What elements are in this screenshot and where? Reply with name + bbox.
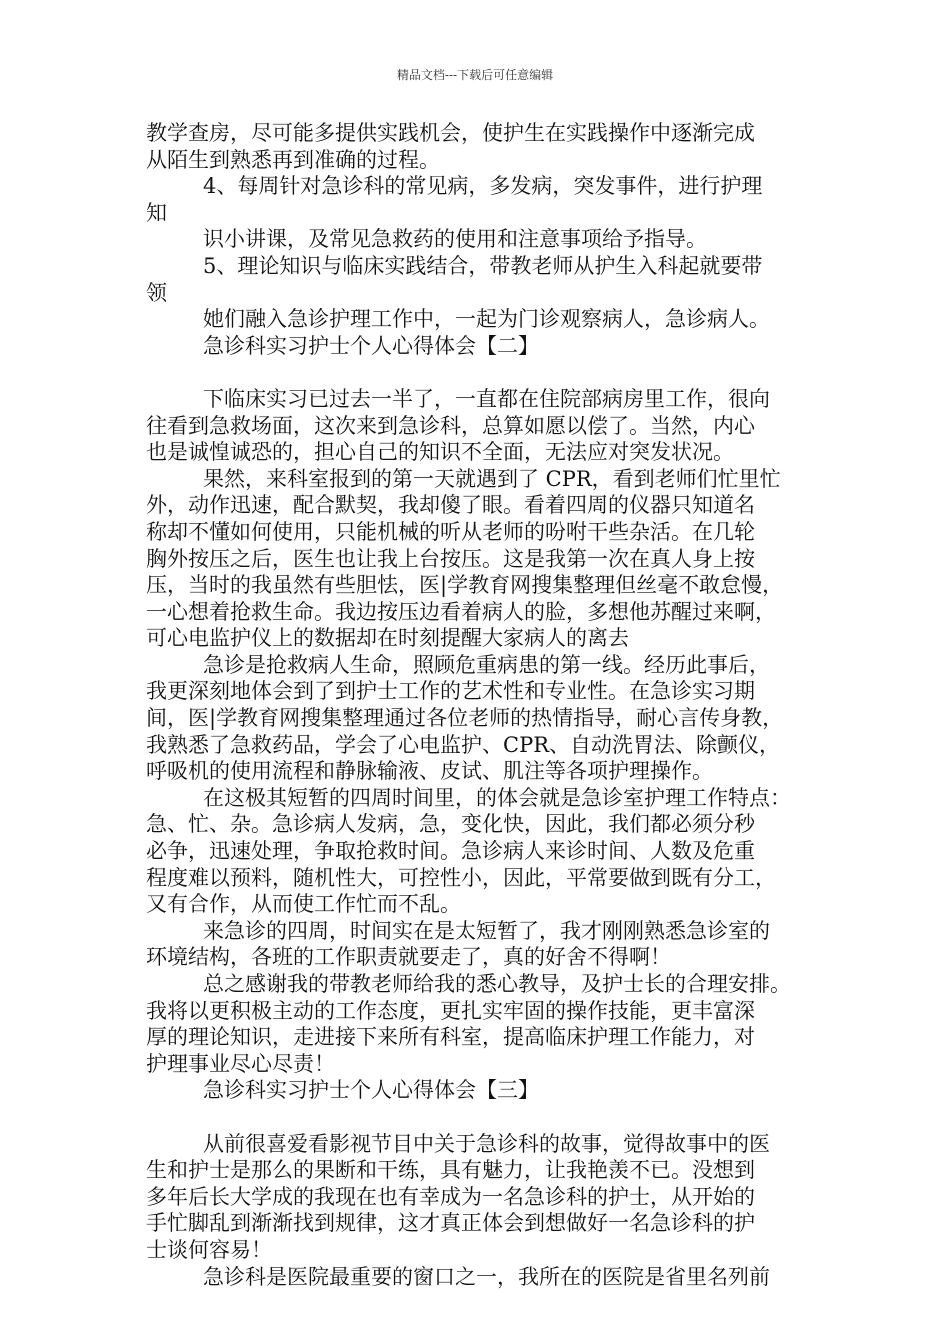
text-line: 识小讲课，及常见急救药的使用和注意事项给予指导。 [203, 227, 707, 252]
text-line: 称却不懂如何使用，只能机械的听从老师的吩咐干些杂活。在几轮 [146, 519, 755, 544]
blank-line [146, 359, 822, 386]
text-line: 我熟悉了急救药品，学会了心电监护、CPR、自动洗胃法、除颤仪， [146, 732, 781, 757]
text-line: 从前很喜爱看影视节目中关于急诊科的故事，觉得故事中的医 [203, 1131, 770, 1156]
text-line: 急诊是抢救病人生命，照顾危重病患的第一线。经历此事后， [203, 652, 770, 677]
document-body [146, 120, 822, 1290]
blank-line [146, 1104, 822, 1131]
text-line: 果然，来科室报到的第一天就遇到了 CPR，看到老师们忙里忙 [203, 466, 781, 491]
text-line: 生和护士是那么的果断和干练，具有魅力，让我艳羡不已。没想到 [146, 1158, 755, 1183]
text-line: 知 [146, 200, 167, 225]
text-line: 急、忙、杂。急诊病人发病，急，变化快，因此，我们都必须分秒 [146, 812, 755, 837]
text-line: 领 [146, 280, 167, 305]
text-line: 往看到急救场面，这次来到急诊科，总算如愿以偿了。当然，内心 [146, 413, 755, 438]
text-line: 从陌生到熟悉再到准确的过程。 [146, 147, 440, 172]
text-line: 来急诊的四周，时间实在是太短暂了，我才刚刚熟悉急诊室的 [203, 918, 770, 943]
text-line: 4、每周针对急诊科的常见病，多发病，突发事件，进行护理 [203, 174, 763, 199]
text-line: 外，动作迅速，配合默契，我却傻了眼。看着四周的仪器只知道名 [146, 493, 755, 518]
text-line: 程度难以预料，随机性大，可控性小，因此，平常要做到既有分工， [146, 865, 776, 890]
text-line: 她们融入急诊护理工作中，一起为门诊观察病人，急诊病人。 [203, 307, 770, 332]
text-line: 厚的理论知识，走进接下来所有科室，提高临床护理工作能力，对 [146, 1025, 755, 1050]
section-heading: 急诊科实习护士个人心得体会【三】 [203, 1078, 539, 1103]
text-line: 我更深刻地体会到了到护士工作的艺术性和专业性。在急诊实习期 [146, 679, 755, 704]
text-line: 间，医|学教育网搜集整理通过各位老师的热情指导，耐心言传身教， [146, 706, 784, 731]
text-line: 可心电监护仪上的数据却在时刻提醒大家病人的离去 [146, 626, 629, 651]
text-line: 在这极其短暂的四周时间里，的体会就是急诊室护理工作特点： [203, 785, 791, 810]
text-line: 一心想着抢救生命。我边按压边看着病人的脸，多想他苏醒过来啊， [146, 599, 776, 624]
text-line: 总之感谢我的带教老师给我的悉心教导，及护士长的合理安排。 [203, 972, 791, 996]
text-line: 多年后长大学成的我现在也有幸成为一名急诊科的护士，从开始的 [146, 1184, 755, 1209]
text-line: 下临床实习已过去一半了，一直都在住院部病房里工作，很向 [203, 386, 770, 411]
text-line: 5、理论知识与临床实践结合，带教老师从护生入科起就要带 [203, 253, 763, 278]
text-line: 压，当时的我虽然有些胆怯，医|学教育网搜集整理但丝毫不敢怠慢， [146, 573, 784, 598]
page-header: 精品文档---下载后可任意编辑 [396, 68, 554, 82]
text-line: 我将以更积极主动的工作态度，更扎实牢固的操作技能，更丰富深 [146, 998, 755, 1023]
text-line: 环境结构，各班的工作职责就要走了，真的好舍不得啊！ [146, 945, 671, 970]
text-line: 急诊科是医院最重要的窗口之一，我所在的医院是省里名列前 [203, 1264, 770, 1289]
text-line: 胸外按压之后，医生也让我上台按压。这是我第一次在真人身上按 [146, 546, 755, 571]
text-line: 手忙脚乱到渐渐找到规律，这才真正体会到想做好一名急诊科的护 [146, 1211, 755, 1236]
text-line: 呼吸机的使用流程和静脉输液、皮试、肌注等各项护理操作。 [146, 759, 713, 784]
text-line: 教学查房，尽可能多提供实践机会，使护生在实践操作中逐渐完成 [146, 121, 755, 145]
text-line: 又有合作，从而使工作忙而不乱。 [146, 892, 461, 917]
text-line: 也是诚惶诚恐的，担心自己的知识不全面，无法应对突发状况。 [146, 440, 734, 465]
text-line: 必争，迅速处理，争取抢救时间。急诊病人来诊时间、人数及危重 [146, 839, 755, 864]
section-heading: 急诊科实习护士个人心得体会【二】 [203, 333, 539, 358]
text-line: 护理事业尽心尽责！ [146, 1051, 335, 1076]
text-line: 士谈何容易！ [146, 1237, 272, 1262]
